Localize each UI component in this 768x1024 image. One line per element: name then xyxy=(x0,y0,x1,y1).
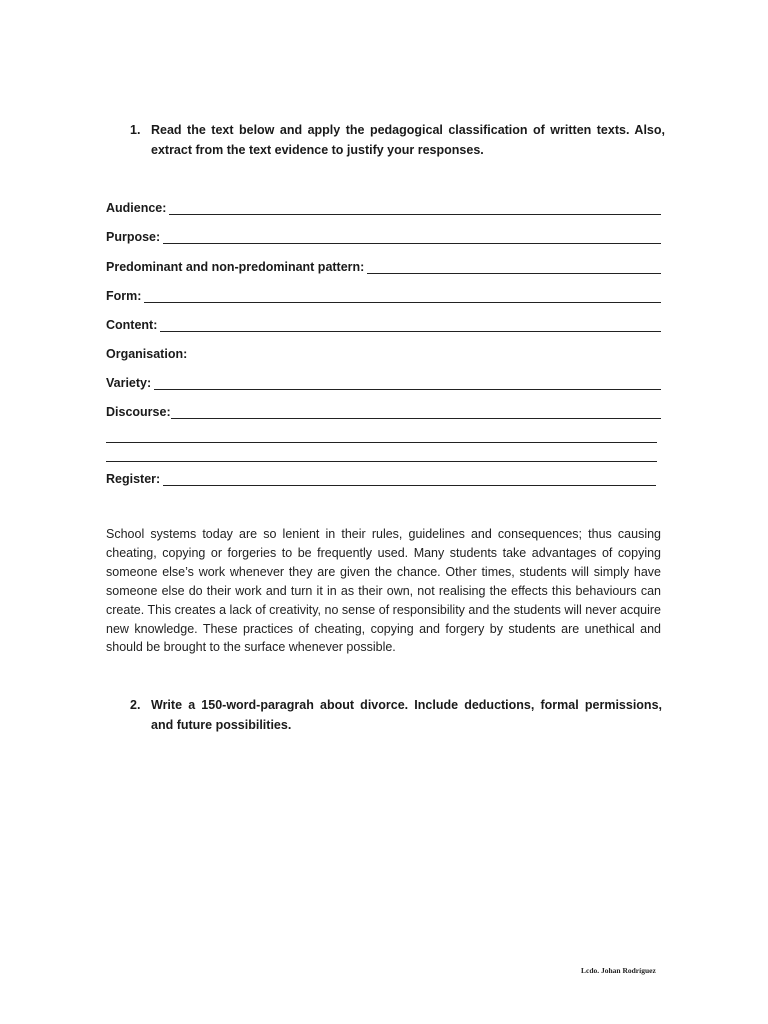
organisation-label: Organisation: xyxy=(106,347,188,361)
audience-answer-line[interactable] xyxy=(169,202,661,215)
discourse-answer-line-1[interactable] xyxy=(171,406,661,419)
form-field xyxy=(106,285,661,303)
content-label: Content: xyxy=(106,318,158,332)
discourse-answer-line-2[interactable] xyxy=(106,430,657,443)
discourse-continuation-2 xyxy=(106,444,657,462)
discourse-field xyxy=(106,401,661,419)
purpose-label: Purpose: xyxy=(106,230,161,244)
discourse-label: Discourse: xyxy=(106,405,171,419)
audience-field xyxy=(106,197,661,215)
question-1-text: Read the text below and apply the pedagogical classification of written texts. Also, extract from the text evidence to justify your responses. xyxy=(151,123,665,157)
content-field xyxy=(106,314,661,332)
discourse-answer-line-3[interactable] xyxy=(106,449,657,462)
pattern-label: Predominant and non-predominant pattern: xyxy=(106,260,365,274)
variety-answer-line[interactable] xyxy=(154,377,661,390)
form-answer-line[interactable] xyxy=(144,290,661,303)
purpose-answer-line[interactable] xyxy=(163,231,661,244)
register-field xyxy=(106,468,656,486)
pattern-field xyxy=(106,256,661,274)
content-answer-line[interactable] xyxy=(160,319,661,332)
question-1-number: 1. xyxy=(130,123,141,137)
organisation-field xyxy=(106,343,661,361)
reading-passage: School systems today are so lenient in their rules, guidelines and consequences; thus causing cheating, copying or forgeries to be frequently used. Many students take advantages of copying someone else’s work whenever they are given the chance. Other times, students will simply have someone else do their work and turn it in as their own, not realising the effects this behaviours can create. This creates a lack of creativity, no sense of responsibility and the students will never acquire new knowledge. These practices of cheating, copying and forgery by students are unethical and should be brought to the surface whenever possible. xyxy=(106,527,661,655)
variety-field xyxy=(106,372,661,390)
register-answer-line[interactable] xyxy=(163,473,656,486)
form-label: Form: xyxy=(106,289,142,303)
audience-label: Audience: xyxy=(106,201,167,215)
pattern-answer-line[interactable] xyxy=(367,261,661,274)
discourse-continuation-1 xyxy=(106,425,657,443)
question-2-text: Write a 150-word-paragrah about divorce. Include deductions, formal permissions, and future possibilities. xyxy=(151,698,662,732)
question-1 xyxy=(130,120,665,160)
question-2-number: 2. xyxy=(130,698,141,712)
variety-label: Variety: xyxy=(106,376,152,390)
question-2 xyxy=(130,695,662,735)
author-signature: Lcdo. Johan Rodríguez xyxy=(581,966,656,975)
register-label: Register: xyxy=(106,472,161,486)
purpose-field xyxy=(106,226,661,244)
